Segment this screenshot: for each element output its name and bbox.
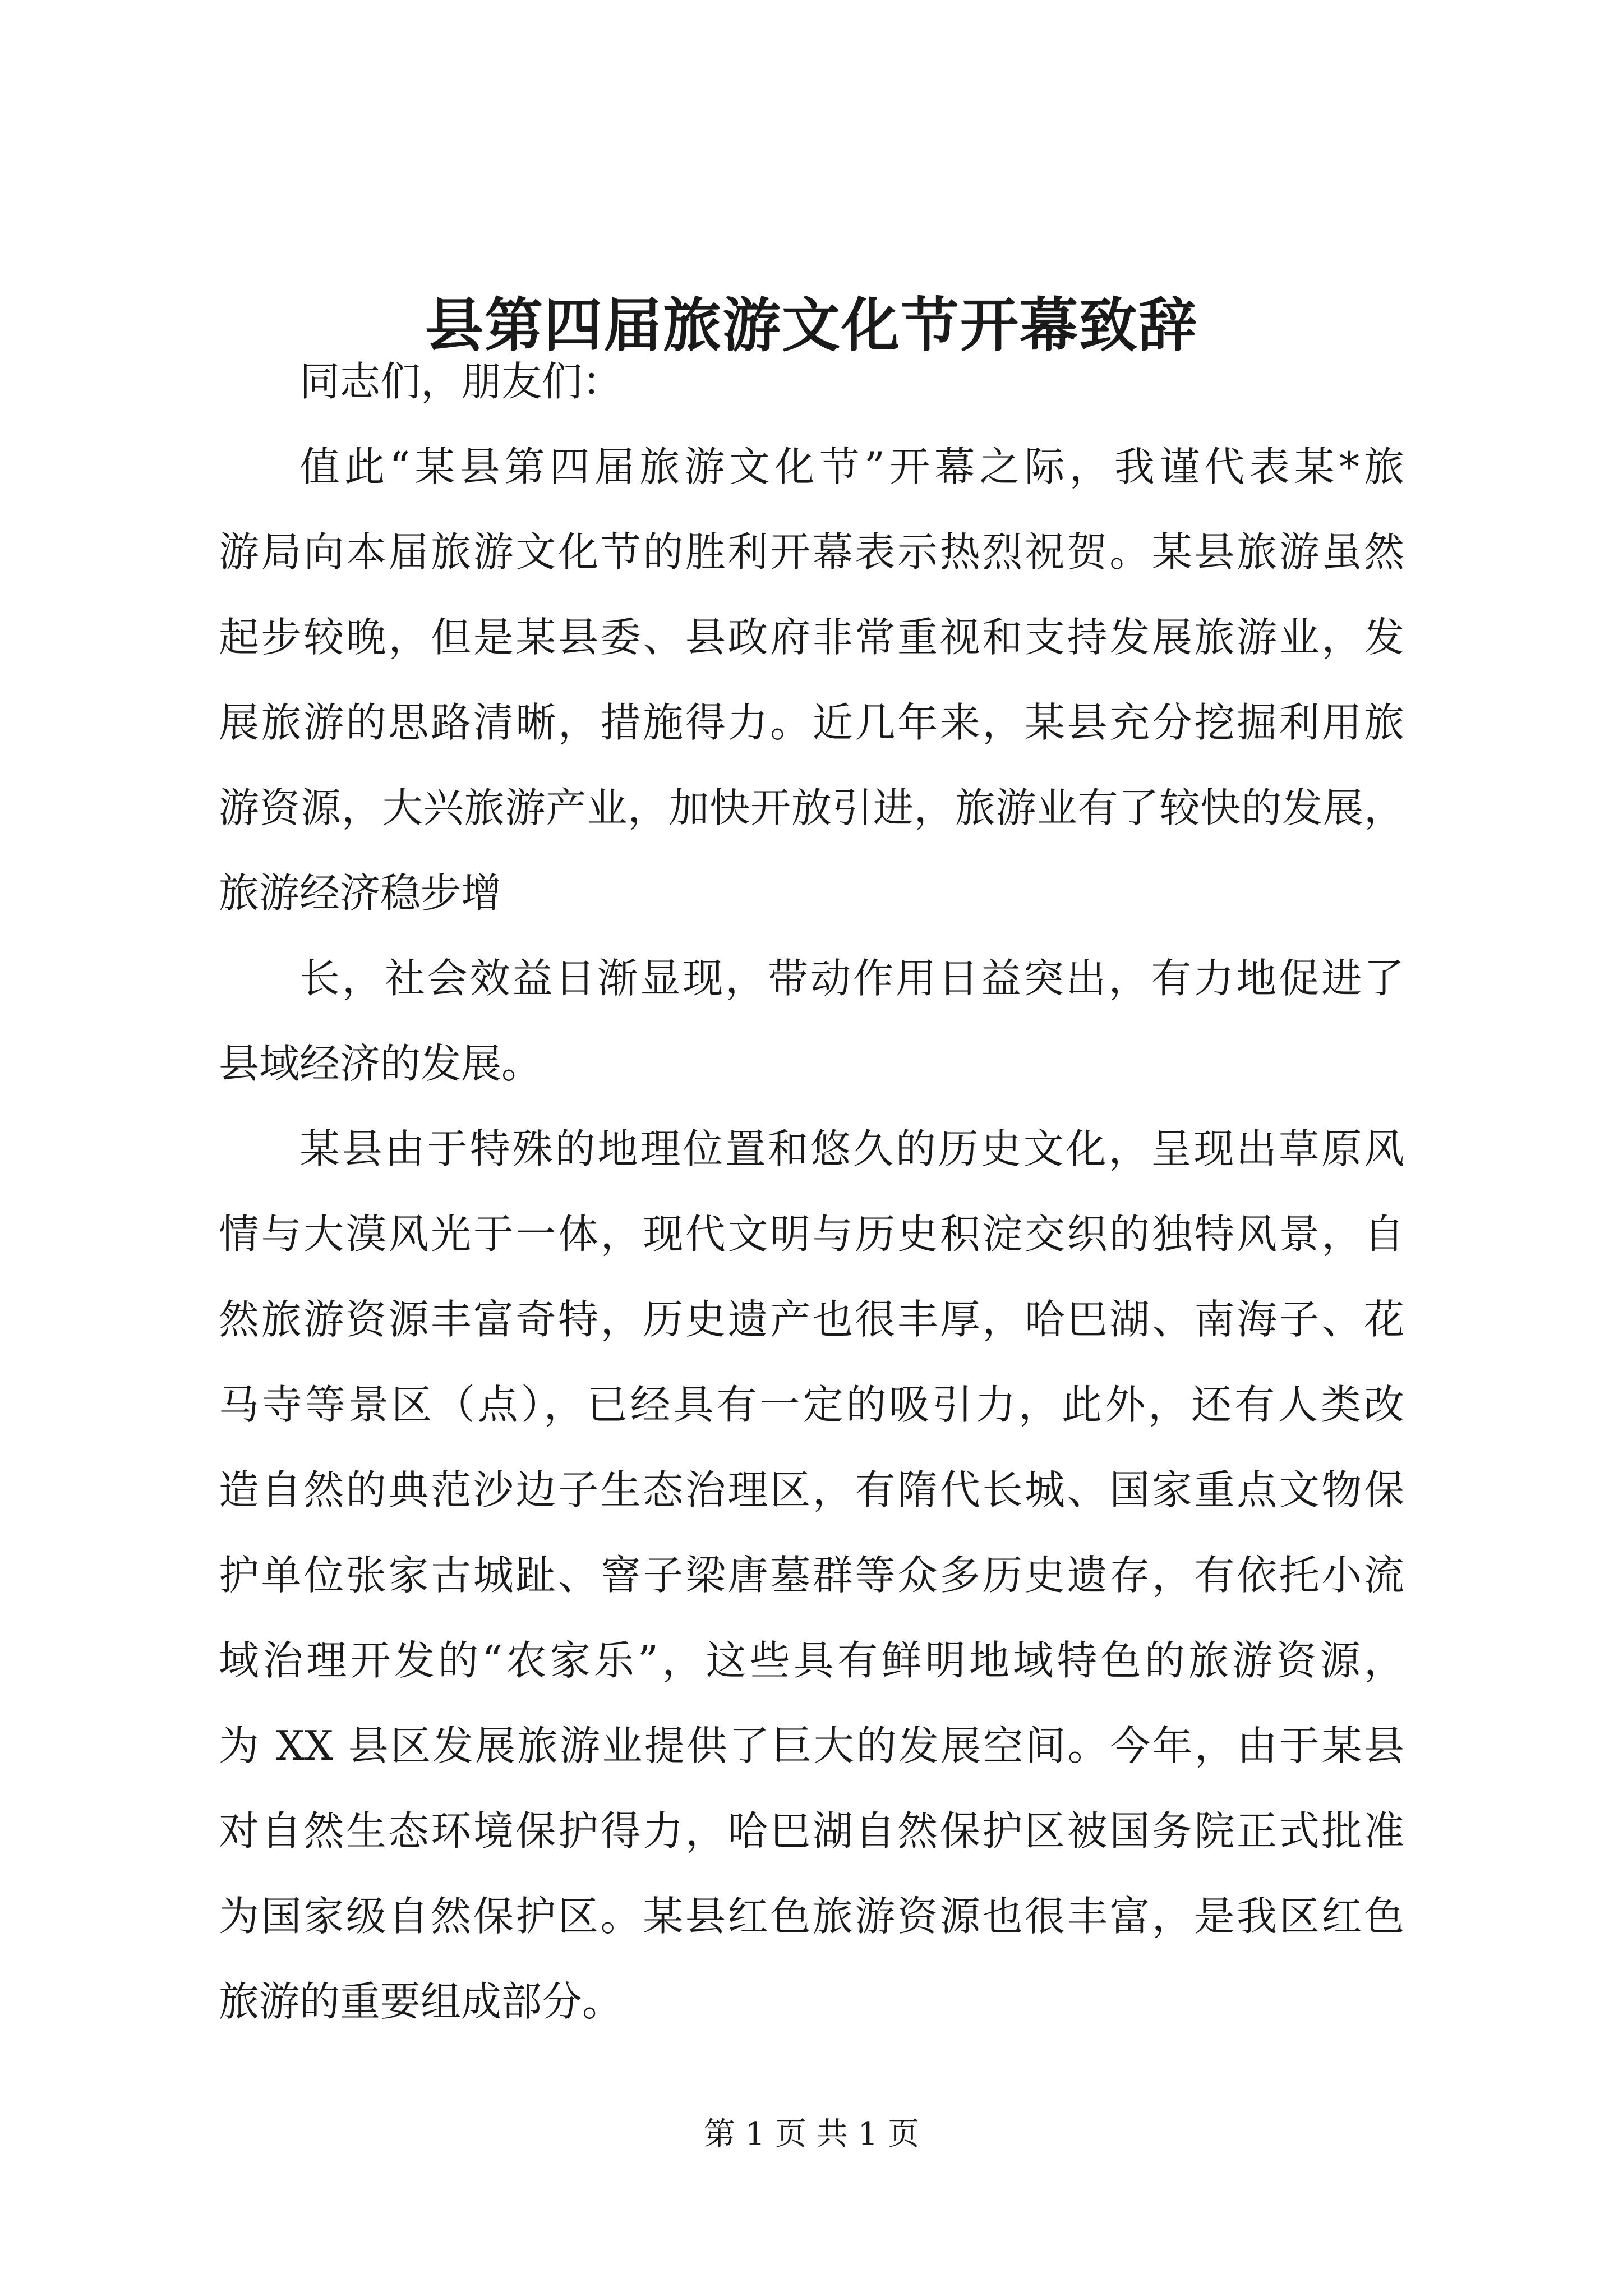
paragraph-1-line-4: 展旅游的思路清晰，措施得力。近几年来，某县充分挖掘利用旅 [219, 699, 1404, 746]
paragraph-1-line-5: 游资源，大兴旅游产业，加快开放引进，旅游业有了较快的发展， [219, 784, 1404, 831]
paragraph-3-line-6: 护单位张家古城趾、窨子梁唐墓群等众多历史遗存，有依托小流 [219, 1552, 1404, 1599]
paragraph-2-line-1: 长，社会效益日渐显现，带动作用日益突出，有力地促进了 [299, 955, 1404, 1002]
salutation-line: 同志们，朋友们： [299, 358, 623, 405]
paragraph-1-line-3: 起步较晚，但是某县委、县政府非常重视和支持发展旅游业，发 [219, 614, 1404, 661]
paragraph-3-line-9: 对自然生态环境保护得力，哈巴湖自然保护区被国务院正式批准 [219, 1807, 1404, 1855]
page-footer: 第 1 页 共 1 页 [703, 2116, 920, 2152]
paragraph-3-line-3: 然旅游资源丰富奇特，历史遗产也很丰厚，哈巴湖、南海子、花 [219, 1296, 1404, 1343]
paragraph-3-line-4: 马寺等景区（点），已经具有一定的吸引力，此外，还有人类改 [219, 1381, 1404, 1428]
paragraph-1-line-1: 值此“某县第四届旅游文化节”开幕之际，我谨代表某*旅 [299, 443, 1404, 490]
paragraph-2-line-2: 县域经济的发展。 [219, 1040, 542, 1087]
paragraph-3-line-10: 为国家级自然保护区。某县红色旅游资源也很丰富，是我区红色 [219, 1893, 1404, 1940]
paragraph-3-line-5: 造自然的典范沙边子生态治理区，有隋代长城、国家重点文物保 [219, 1466, 1404, 1513]
document-title: 县第四届旅游文化节开幕致辞 [425, 291, 1198, 360]
paragraph-1-line-2: 游局向本届旅游文化节的胜利开幕表示热烈祝贺。某县旅游虽然 [219, 528, 1404, 576]
paragraph-3-line-11: 旅游的重要组成部分。 [219, 1978, 623, 2025]
paragraph-3-line-2: 情与大漠风光于一体，现代文明与历史积淀交织的独特风景，自 [219, 1211, 1404, 1258]
paragraph-3-line-8: 为 XX 县区发展旅游业提供了巨大的发展空间。今年，由于某县 [219, 1722, 1404, 1769]
paragraph-3-line-1: 某县由于特殊的地理位置和悠久的历史文化，呈现出草原风 [299, 1125, 1404, 1172]
paragraph-1-line-6: 旅游经济稳步增 [219, 869, 502, 917]
paragraph-3-line-7: 域治理开发的“农家乐”，这些具有鲜明地域特色的旅游资源， [219, 1637, 1404, 1684]
